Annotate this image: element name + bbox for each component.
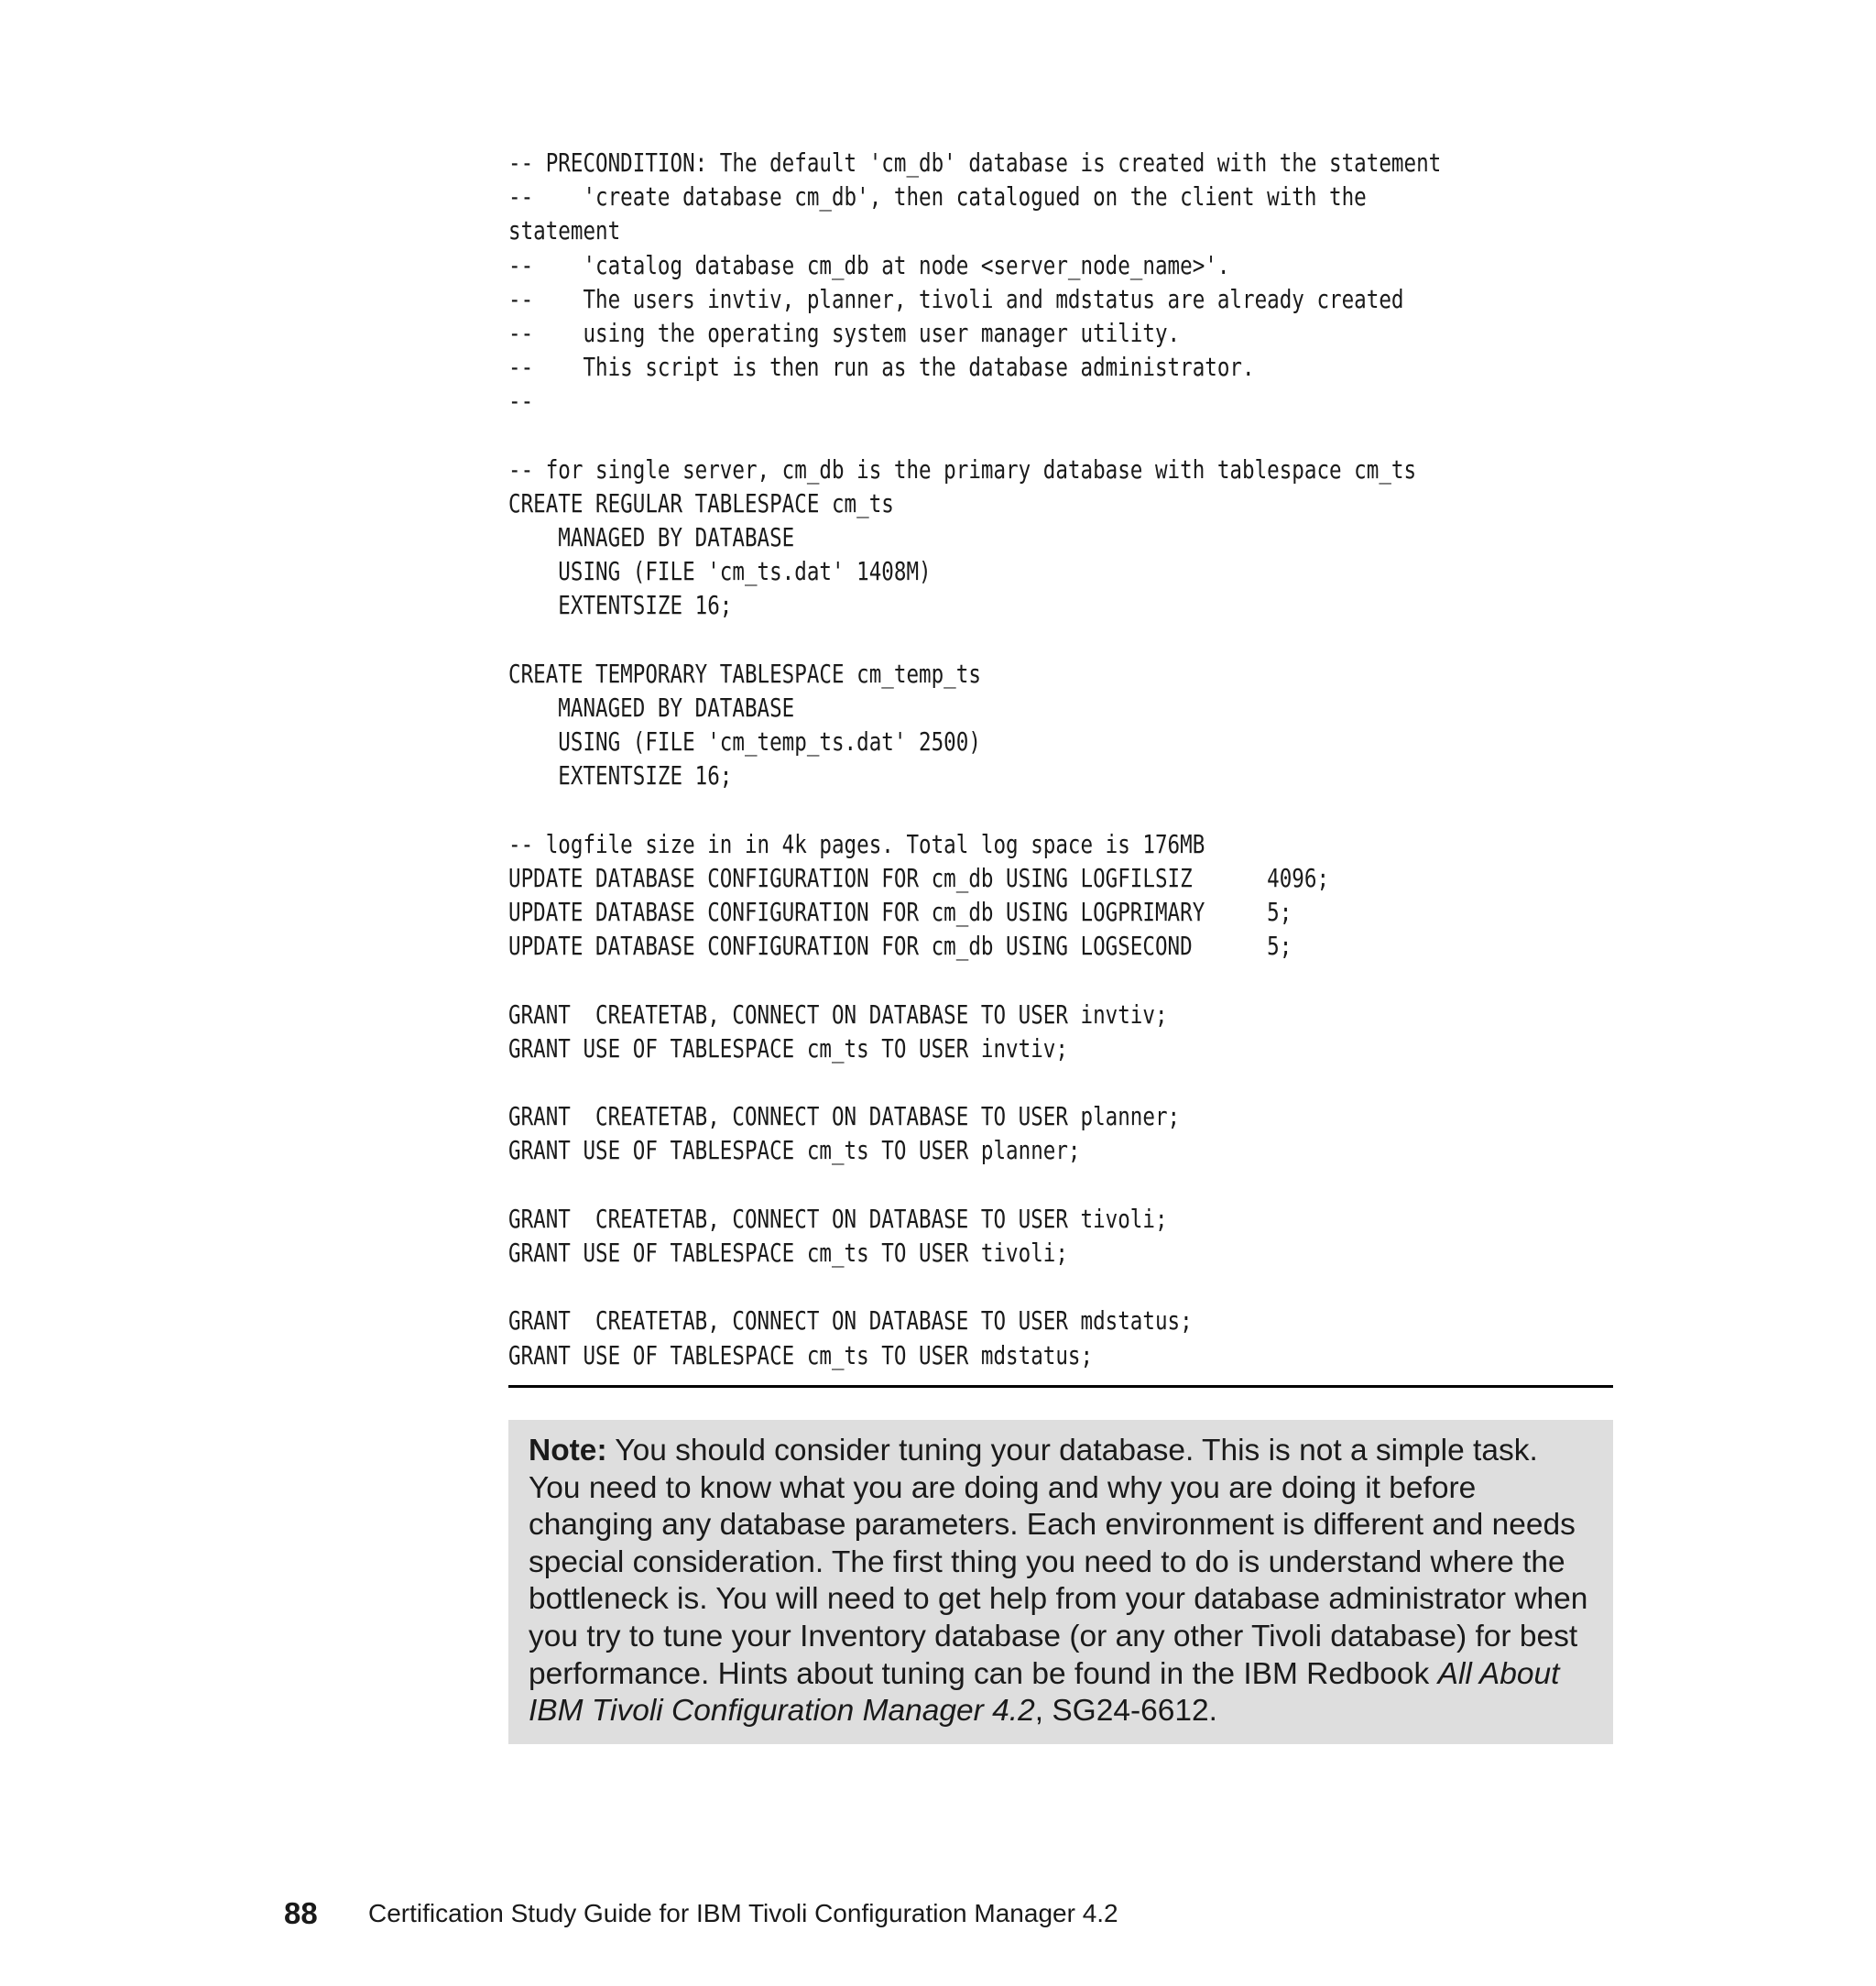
- note-label: Note:: [529, 1434, 607, 1468]
- code-line: -- logfile size in in 4k pages. Total log space is 176MB: [508, 829, 1205, 859]
- code-line: EXTENTSIZE 16;: [508, 761, 733, 791]
- code-line: [508, 1169, 1414, 1203]
- code-line: GRANT USE OF TABLESPACE cm_ts TO USER invtiv;: [508, 1033, 1068, 1064]
- code-line: -- This script is then run as the database administrator.: [508, 353, 1255, 383]
- code-line: -- using the operating system user manager utility.: [508, 318, 1181, 348]
- footer-book-title: Certification Study Guide for IBM Tivoli Configuration Manager 4.2: [368, 1899, 1118, 1927]
- code-line: CREATE REGULAR TABLESPACE cm_ts: [508, 488, 894, 518]
- code-line: --: [508, 387, 534, 417]
- code-line: [508, 1066, 1414, 1100]
- code-line: [508, 965, 1414, 998]
- code-line: [508, 794, 1414, 828]
- code-line: USING (FILE 'cm_temp_ts.dat' 2500): [508, 727, 981, 758]
- note-suffix: , SG24-6612.: [1034, 1694, 1217, 1729]
- code-line: GRANT CREATETAB, CONNECT ON DATABASE TO USER planner;: [508, 1102, 1181, 1132]
- code-line: [508, 420, 1414, 453]
- code-line: UPDATE DATABASE CONFIGURATION FOR cm_db USING LOGPRIMARY 5;: [508, 898, 1292, 928]
- code-line: USING (FILE 'cm_ts.dat' 1408M): [508, 557, 932, 587]
- code-line: [508, 624, 1414, 658]
- code-line: GRANT USE OF TABLESPACE cm_ts TO USER planner;: [508, 1136, 1081, 1166]
- code-line: EXTENTSIZE 16;: [508, 591, 733, 621]
- code-line: -- 'catalog database cm_db at node <server_node_name>'.: [508, 250, 1230, 280]
- code-line: UPDATE DATABASE CONFIGURATION FOR cm_db USING LOGSECOND 5;: [508, 932, 1292, 962]
- note-text: You should consider tuning your database. This is not a simple task. You need to know what you are doing and why you are doing it before changing any database parameters. Each environment is different and needs special consideration. The first thing you need to do is understand where the bottleneck is. You will need to get help from your database administrator when you try to tune your Inventory database (or any other Tivoli database) for best performance. Hints about tuning can be found in the IBM Redbook: [529, 1434, 1588, 1691]
- page-number: 88: [284, 1896, 318, 1930]
- code-line: -- for single server, cm_db is the primary database with tablespace cm_ts: [508, 454, 1417, 485]
- code-line: MANAGED BY DATABASE: [508, 693, 795, 723]
- code-listing: [508, 147, 1442, 1373]
- code-line: -- 'create database cm_db', then catalogued on the client with the: [508, 182, 1367, 213]
- note-box: [508, 1420, 1613, 1744]
- code-line: MANAGED BY DATABASE: [508, 523, 795, 553]
- code-line: GRANT CREATETAB, CONNECT ON DATABASE TO USER mdstatus;: [508, 1306, 1193, 1337]
- code-line: -- PRECONDITION: The default 'cm_db' database is created with the statement: [508, 148, 1442, 178]
- note-book-title: All About IBM Tivoli Configuration Manager 4.2: [529, 1656, 1560, 1729]
- code-line: GRANT USE OF TABLESPACE cm_ts TO USER tivoli;: [508, 1239, 1068, 1268]
- code-line: statement: [508, 216, 621, 246]
- code-line: GRANT USE OF TABLESPACE cm_ts TO USER mdstatus;: [508, 1340, 1094, 1370]
- code-line: CREATE TEMPORARY TABLESPACE cm_temp_ts: [508, 659, 981, 689]
- code-bottom-rule: [508, 1385, 1613, 1388]
- code-line: GRANT CREATETAB, CONNECT ON DATABASE TO USER invtiv;: [508, 999, 1168, 1030]
- code-line: UPDATE DATABASE CONFIGURATION FOR cm_db USING LOGFILSIZ 4096;: [508, 863, 1330, 893]
- code-line: [508, 1271, 1414, 1304]
- code-line: GRANT CREATETAB, CONNECT ON DATABASE TO USER tivoli;: [508, 1204, 1168, 1234]
- code-line: -- The users invtiv, planner, tivoli and mdstatus are already created: [508, 284, 1404, 314]
